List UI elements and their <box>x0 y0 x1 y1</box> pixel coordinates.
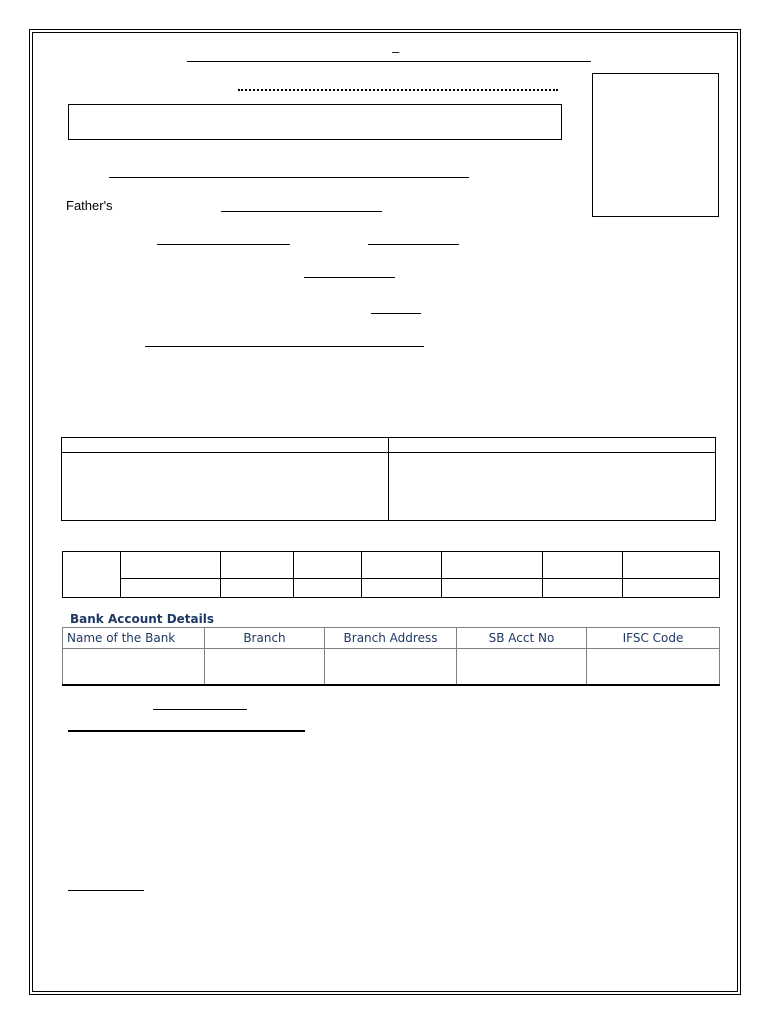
table-cell[interactable] <box>221 552 294 579</box>
bank-branch-address-cell[interactable] <box>325 649 457 686</box>
multi-column-table <box>62 551 720 598</box>
two-column-table <box>61 437 716 521</box>
table-cell[interactable] <box>442 552 543 579</box>
header-title-line <box>187 61 591 62</box>
bank-branch-cell[interactable] <box>205 649 325 686</box>
photo-box <box>592 73 719 217</box>
name-entry-box[interactable] <box>68 104 562 140</box>
bank-col-branch: Branch <box>205 628 325 649</box>
bank-account-table <box>62 627 720 686</box>
table-cell[interactable] <box>543 552 623 579</box>
table-cell[interactable] <box>294 579 362 598</box>
table-cell[interactable] <box>362 579 442 598</box>
field-line-6[interactable] <box>145 346 424 347</box>
table-cell[interactable] <box>121 552 221 579</box>
table-cell[interactable] <box>543 579 623 598</box>
bank-account-title: Bank Account Details <box>70 612 215 626</box>
dotted-entry-line[interactable] <box>238 89 558 91</box>
field-line-7[interactable] <box>153 709 247 710</box>
table-cell[interactable] <box>623 552 720 579</box>
table-cell[interactable] <box>623 579 720 598</box>
field-line-3[interactable] <box>368 244 459 245</box>
field-line-2[interactable] <box>157 244 290 245</box>
table-row-header-cell <box>63 552 121 598</box>
signature-line[interactable] <box>68 890 144 891</box>
table-cell[interactable] <box>442 579 543 598</box>
table-cell[interactable] <box>294 552 362 579</box>
field-line-1[interactable] <box>109 177 469 178</box>
bank-col-branch-address: Branch Address <box>325 628 457 649</box>
table-cell[interactable] <box>121 579 221 598</box>
bank-col-sb-acct-no: SB Acct No <box>457 628 587 649</box>
bank-col-name: Name of the Bank <box>63 628 205 649</box>
fathers-name-line[interactable] <box>221 211 382 212</box>
fathers-name-label: Father's <box>66 198 113 213</box>
table-cell[interactable] <box>221 579 294 598</box>
table-header-cell <box>389 438 716 453</box>
bank-col-ifsc-code: IFSC Code <box>587 628 720 649</box>
bank-sb-acct-no-cell[interactable] <box>457 649 587 686</box>
header-dash: – <box>392 44 400 59</box>
table-cell[interactable] <box>62 453 389 521</box>
bank-ifsc-code-cell[interactable] <box>587 649 720 686</box>
table-cell[interactable] <box>389 453 716 521</box>
field-line-4[interactable] <box>304 277 395 278</box>
table-header-cell <box>62 438 389 453</box>
bank-name-cell[interactable] <box>63 649 205 686</box>
table-cell[interactable] <box>362 552 442 579</box>
field-line-5[interactable] <box>371 313 421 314</box>
section-heading-line <box>68 730 305 732</box>
